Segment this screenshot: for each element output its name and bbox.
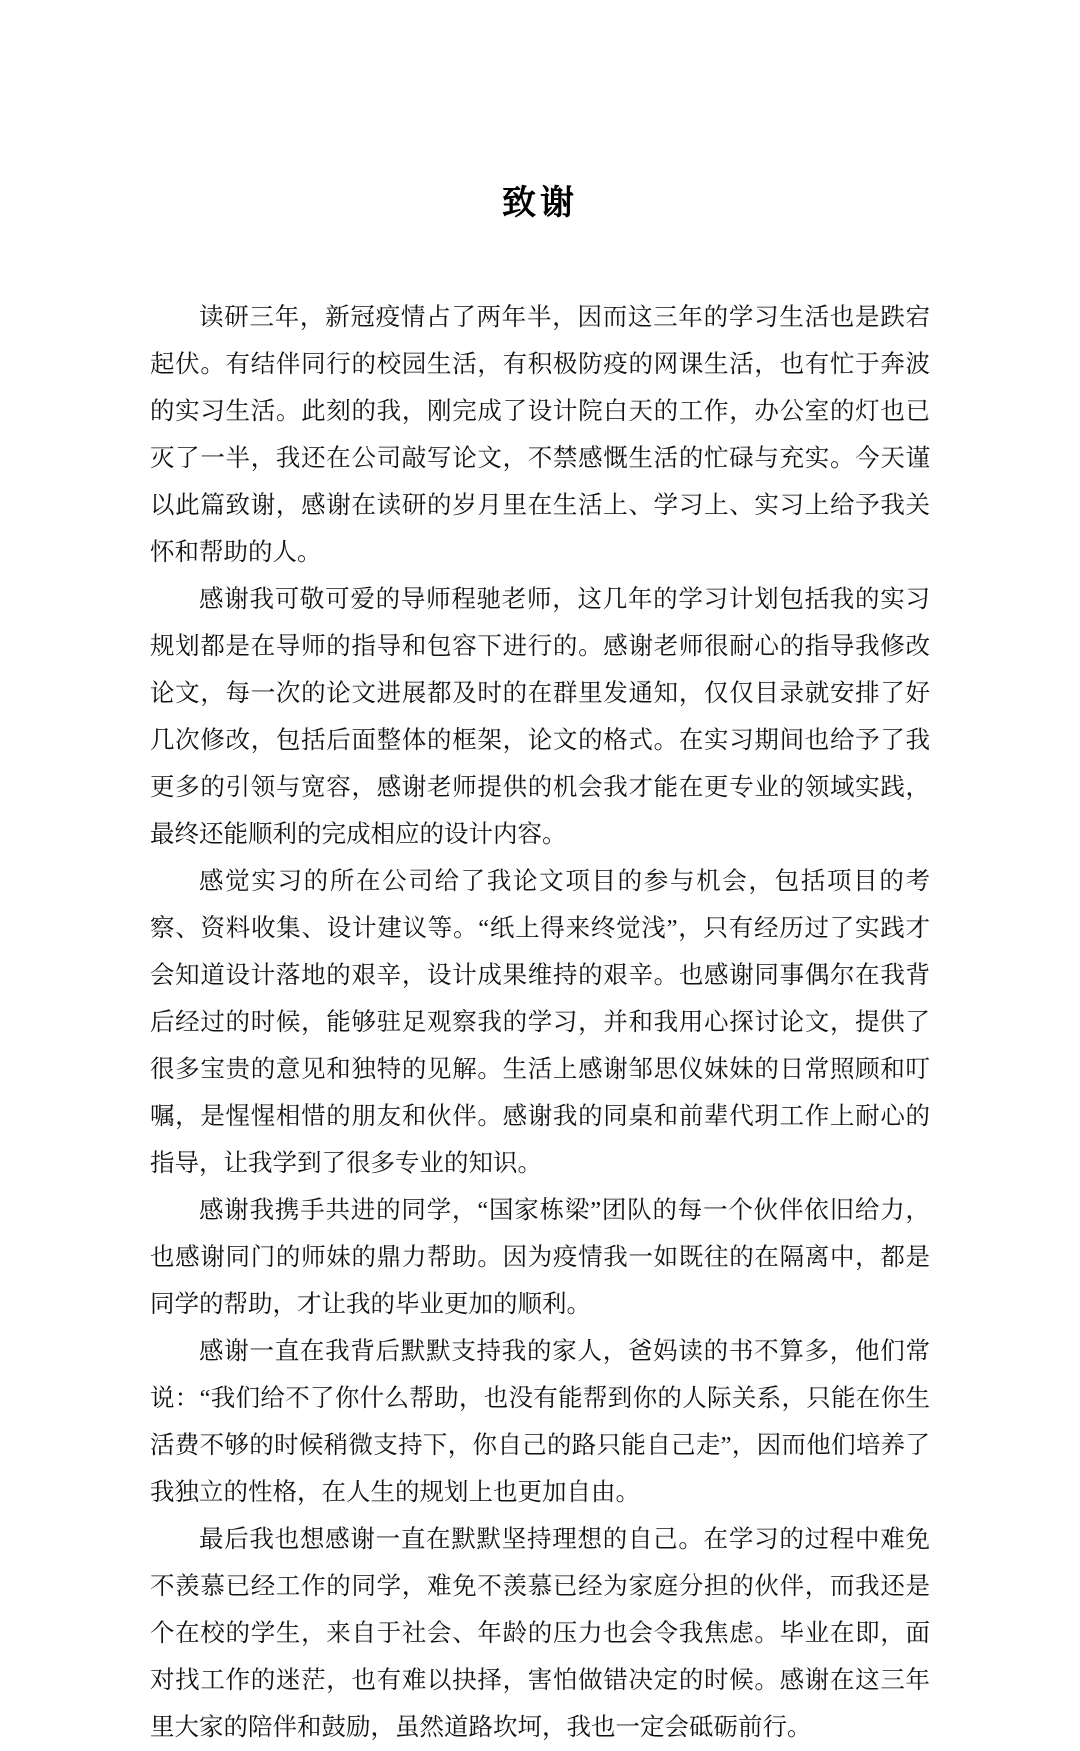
paragraph: 感谢一直在我背后默默支持我的家人，爸妈读的书不算多，他们常说：“我们给不了你什么帮助，也没有能帮到你的人际关系，只能在你生活费不够的时候稍微支持下，你自己的路只能自己走”，因而他们培养了我独立的性格，在人生的规划上也更加自由。 [150, 1338, 930, 1506]
paragraph: 感觉实习的所在公司给了我论文项目的参与机会，包括项目的考察、资料收集、设计建议等。“纸上得来终觉浅”，只有经历过了实践才会知道设计落地的艰辛，设计成果维持的艰辛。也感谢同事偶尔在我背后经过的时候，能够驻足观察我的学习，并和我用心探讨论文，提供了很多宝贵的意见和独特的见解。生活上感谢邹思仪妹妹的日常照顾和叮嘱，是惺惺相惜的朋友和伙伴。感谢我的同桌和前辈代玥工作上耐心的指导，让我学到了很多专业的知识。 [150, 868, 930, 1177]
paragraph: 感谢我可敬可爱的导师程驰老师，这几年的学习计划包括我的实习规划都是在导师的指导和包容下进行的。感谢老师很耐心的指导我修改论文，每一次的论文进展都及时的在群里发通知，仅仅目录就安排了好几次修改，包括后面整体的框架，论文的格式。在实习期间也给予了我更多的引领与宽容，感谢老师提供的机会我才能在更专业的领域实践，最终还能顺利的完成相应的设计内容。 [150, 586, 930, 848]
paragraph: 读研三年，新冠疫情占了两年半，因而这三年的学习生活也是跌宕起伏。有结伴同行的校园生活，有积极防疫的网课生活，也有忙于奔波的实习生活。此刻的我，刚完成了设计院白天的工作，办公室的灯也已灭了一半，我还在公司敲写论文，不禁感慨生活的忙碌与充实。今天谨以此篇致谢，感谢在读研的岁月里在生活上、学习上、实习上给予我关怀和帮助的人。 [150, 304, 930, 566]
paragraph: 感谢我携手共进的同学，“国家栋梁”团队的每一个伙伴依旧给力，也感谢同门的师妹的鼎力帮助。因为疫情我一如既往的在隔离中，都是同学的帮助，才让我的毕业更加的顺利。 [150, 1197, 930, 1318]
paragraph: 最后我也想感谢一直在默默坚持理想的自己。在学习的过程中难免不羡慕已经工作的同学，难免不羡慕已经为家庭分担的伙伴，而我还是个在校的学生，来自于社会、年龄的压力也会令我焦虑。毕业在即，面对找工作的迷茫，也有难以抉择，害怕做错决定的时候。感谢在这三年里大家的陪伴和鼓励，虽然道路坎坷，我也一定会砥砺前行。 [150, 1526, 930, 1741]
document-body [150, 294, 930, 1751]
page-title: 致谢 [502, 184, 578, 222]
